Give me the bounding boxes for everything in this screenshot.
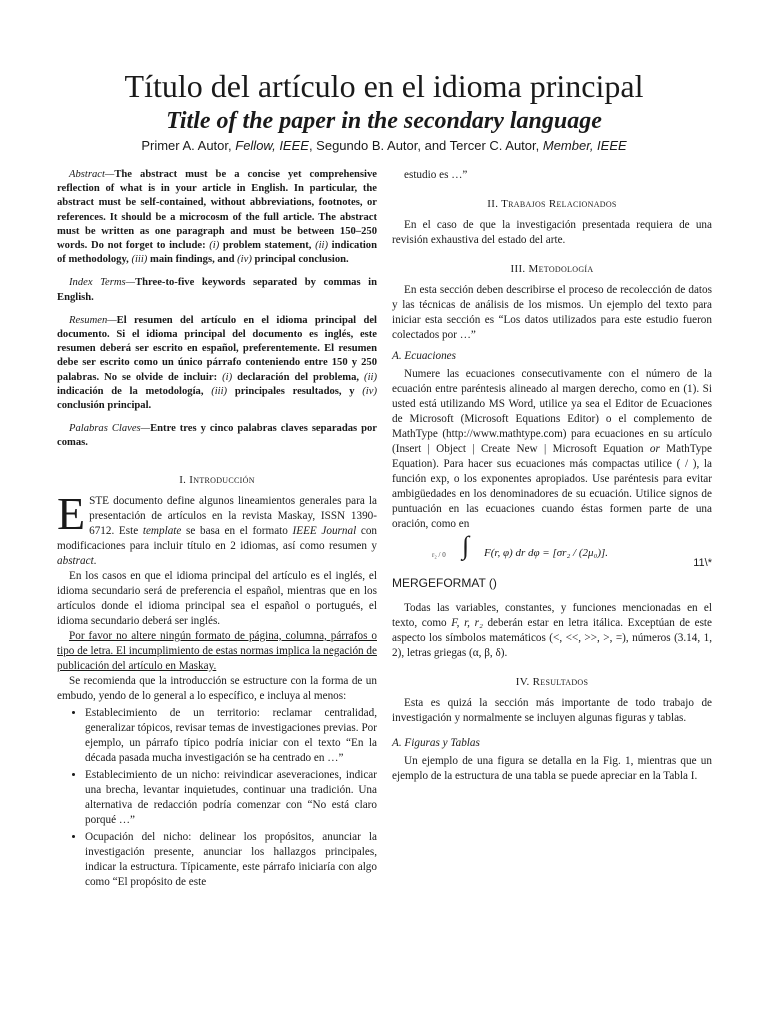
author-line xyxy=(0,137,768,155)
intro-text: template xyxy=(142,524,182,537)
body-text: Todas las variables, constantes, y funciones mencionadas en el texto, como xyxy=(392,602,712,629)
index-terms-text: Three-to-five keywords separated by commas in English. xyxy=(57,277,377,303)
intro-text: . xyxy=(93,554,97,567)
resumen-text: conclusión principal. xyxy=(57,400,152,412)
paper-subtitle: Title of the paper in the secondary language xyxy=(166,108,602,134)
resumen-marker: (iii) xyxy=(211,385,228,397)
subsection-heading-ecuaciones: A. Ecuaciones xyxy=(392,350,456,362)
intro-text: con modificaciones para incluir título en 2 idiomas, así como resumen y xyxy=(57,524,378,552)
abstract-text: The abstract must be a concise yet comprehensive reflection of what is in your article in English. In particular, the abstract must be self-contained, without abbreviations, footnotes, or references. It should be a microcosm of the full article. The abstract must be written as one paragraph and must be between 150–250 words. Do not forget to include: xyxy=(57,169,377,252)
abstract-text: indication of methodology, xyxy=(57,240,377,266)
author-segment: Primer A. Autor, xyxy=(141,138,236,153)
author-segment: Fellow, IEEE xyxy=(235,138,309,153)
list-item: • Ocupación del nicho: delinear los propósitos, anunciar la investigación presente, anunciar los hallazgos principales, indicar la estructura. Típicamente, este párrafo iniciaría con algo como “El propósito de este xyxy=(85,830,377,890)
list-item: • Establecimiento de un territorio: reclamar centralidad, generalizar tópicos, revisar temas de investigaciones previas. Por ejemplo, un párrafo típico podría iniciar con el texto “En la década pasada mucha investigación se ha centrado en …” xyxy=(85,706,377,766)
section-heading-introduccion: I. Introducción xyxy=(179,473,255,486)
right-column xyxy=(392,168,712,1018)
abstract-label: Abstract— xyxy=(69,169,115,180)
intro-text: STE documento define algunos lineamientos generales para la presentación de artículos en la revista Maskay, ISSN 1390-6712. Este xyxy=(89,494,377,537)
drop-cap: E xyxy=(57,487,86,539)
body-paragraph xyxy=(392,367,712,532)
body-text: MathType Equation). Para hacer sus ecuaciones más compactas utilice ( / ), la función exp, o los exponentes apropiados. Use paréntesis para evitar ambigüedades en los denominadores de su ecuación. Utilice signos de puntuación en las ecuaciones cuando éstas formen parte de una oración, como en xyxy=(392,443,712,530)
intro-paragraph xyxy=(57,487,378,569)
intro-paragraph: En los casos en que el idioma principal del artículo es el inglés, el idioma secundario será de preferencia el español, mientras que en los artículos donde el idioma principal sea el español o portugués, el idioma secundario deberá ser inglés. xyxy=(57,569,377,627)
abstract-text: main findings, and xyxy=(147,254,238,266)
author-segment: , Segundo B. Autor, and Tercer C. Autor, xyxy=(308,138,543,153)
continuation-text: estudio es …” xyxy=(404,169,468,181)
resumen-marker: (ii) xyxy=(364,371,377,383)
equation xyxy=(392,531,712,574)
intro-text: se basa en el formato xyxy=(181,524,293,537)
section-heading-resultados: IV. Resultados xyxy=(515,676,589,688)
body-text: F, r, r₂ xyxy=(451,617,483,629)
resumen-marker: (i) xyxy=(222,371,233,383)
intro-text: abstract xyxy=(57,554,94,567)
equation-body: F(r, φ) dr dφ = [σr₂ / (2μ₀)]. xyxy=(484,547,609,559)
equation-number: 11\* xyxy=(693,557,712,569)
abstract xyxy=(57,168,377,267)
equation-merge-field: MERGEFORMAT () xyxy=(392,576,497,590)
intro-paragraph-underlined: Por favor no altere ningún formato de página, columna, párrafos o tipo de letra. El incumplimiento de estas normas implica la negación de publicación del artículo en Maskay. xyxy=(57,629,377,672)
resumen-text: principales resultados, y xyxy=(227,385,363,397)
abstract-marker: (iv) xyxy=(237,254,252,266)
resumen-text: indicación de la metodología, xyxy=(57,385,212,397)
author-segment: Member, IEEE xyxy=(542,138,627,153)
integral-sign: ∫ xyxy=(462,531,470,560)
intro-bullet-list xyxy=(57,706,377,890)
paper-title: Título del artículo en el idioma principal xyxy=(124,68,644,104)
body-paragraph: Un ejemplo de una figura se detalla en la Fig. 1, mientras que un ejemplo de la estructura de una tabla se puede apreciar en la Tabla I. xyxy=(392,755,712,782)
palabras-claves-text: Entre tres y cinco palabras claves separadas por comas. xyxy=(57,423,378,449)
body-paragraph: En el caso de que la investigación presentada requiera de una revisión exhaustiva del estado del arte. xyxy=(392,219,712,246)
intro-paragraph: Se recomienda que la introducción se estructure con la forma de un embudo, yendo de lo general a lo específico, e incluya al menos: xyxy=(57,674,377,702)
palabras-claves xyxy=(57,422,377,450)
index-terms-label: Index Terms— xyxy=(69,277,136,289)
abstract-text: principal conclusion. xyxy=(251,254,349,266)
palabras-claves-label: Palabras Claves— xyxy=(69,423,151,435)
index-terms xyxy=(57,276,377,304)
body-paragraph: Esta es quizá la sección más importante de todo trabajo de investigación y normalmente se incluyen algunas figuras y tablas. xyxy=(392,697,712,724)
body-paragraph: En esta sección deben describirse el proceso de recolección de datos y las técnicas de análisis de los mismos. Un ejemplo del texto para iniciar esta sección es “Los datos utilizados para este estudio fueron colectados por …” xyxy=(392,284,712,341)
abstract-marker: (ii) xyxy=(315,240,329,252)
abstract-text: problem statement, xyxy=(219,240,316,252)
abstract-marker: (iii) xyxy=(131,254,148,266)
list-item: • Establecimiento de un nicho: reivindicar aseveraciones, indicar una brecha, levantar inquietudes, continuar una tradición. Una alternativa de redacción podría comenzar con “No está claro porqué …” xyxy=(85,768,377,828)
resumen-label: Resumen— xyxy=(69,314,117,326)
resumen-marker: (iv) xyxy=(362,385,377,397)
subsection-heading-figuras: A. Figuras y Tablas xyxy=(392,737,480,749)
body-paragraph xyxy=(392,601,712,661)
body-text: deberán estar en letra itálica. Exceptúan de este aspecto los símbolos matemáticos (<, <<, >>, >, =), números (3.14, 1, 2), letras griegas (α, β, δ). xyxy=(392,617,713,659)
resumen-text: declaración del problema, xyxy=(232,371,365,383)
resumen-text: El resumen del artículo en el idioma principal del documento. Si el idioma principal del documento es inglés, este resumen deberá ser escrito en español, preferentemente. El resumen debe ser escrito como un único párrafo conteniendo entre 150 y 250 palabras. No se olvide de incluir: xyxy=(57,314,377,383)
equation-limits: r₂ / 0 xyxy=(432,551,446,559)
body-text: Numere las ecuaciones consecutivamente con el número de la ecuación entre paréntesis alineado al margen derecho, como en (1). Si usted está utilizando MS Word, utilice ya sea el Editor de Ecuaciones de Microsoft (Microsoft Equations Editor) o el complemento de MathType (http://www.mathtype.com) para ecuaciones en su artículo (Insert | Object | Create New | Microsoft Equation xyxy=(392,368,712,455)
body-text: or xyxy=(649,443,660,455)
section-heading-metodologia: III. Metodología xyxy=(510,263,594,275)
section-heading-trabajos: II. Trabajos Relacionados xyxy=(487,198,617,210)
left-column xyxy=(57,168,377,1018)
resumen xyxy=(57,314,377,413)
intro-text: IEEE Journal xyxy=(292,524,357,537)
abstract-marker: (i) xyxy=(209,240,220,252)
